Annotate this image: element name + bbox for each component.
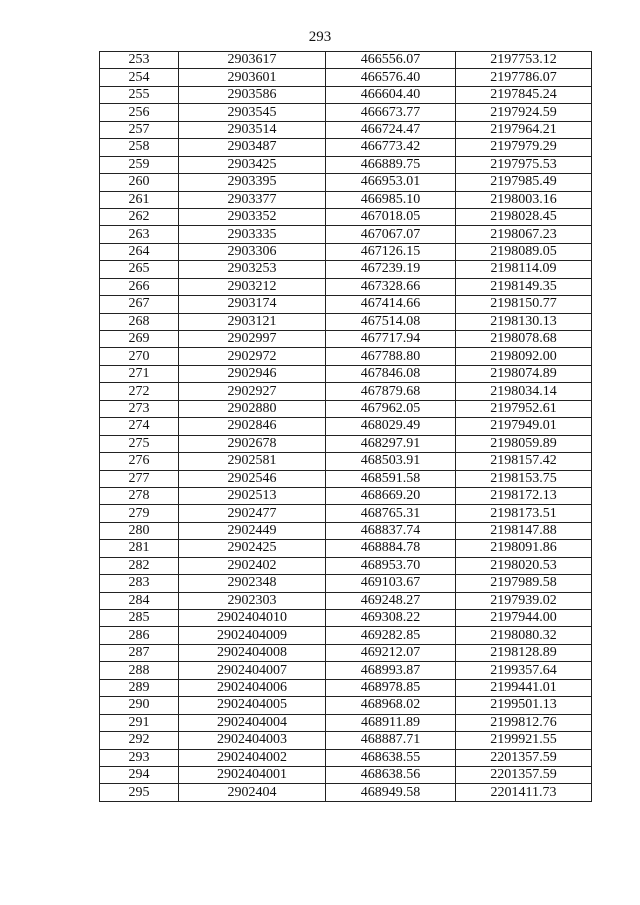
y-coordinate-cell: 2198091.86 bbox=[456, 540, 592, 557]
point-number-cell: 283 bbox=[100, 575, 179, 592]
x-coordinate-cell: 466556.07 bbox=[326, 52, 456, 69]
y-coordinate-cell: 2198092.00 bbox=[456, 348, 592, 365]
point-code-cell: 2902449 bbox=[179, 522, 326, 539]
x-coordinate-cell: 468638.55 bbox=[326, 749, 456, 766]
y-coordinate-cell: 2198147.88 bbox=[456, 522, 592, 539]
x-coordinate-cell: 467018.05 bbox=[326, 208, 456, 225]
x-coordinate-cell: 468968.02 bbox=[326, 697, 456, 714]
x-coordinate-cell: 468669.20 bbox=[326, 487, 456, 504]
x-coordinate-cell: 469248.27 bbox=[326, 592, 456, 609]
x-coordinate-cell: 468978.85 bbox=[326, 679, 456, 696]
x-coordinate-cell: 466953.01 bbox=[326, 174, 456, 191]
y-coordinate-cell: 2197753.12 bbox=[456, 52, 592, 69]
x-coordinate-cell: 466724.47 bbox=[326, 121, 456, 138]
x-coordinate-cell: 466576.40 bbox=[326, 69, 456, 86]
y-coordinate-cell: 2198114.09 bbox=[456, 261, 592, 278]
table-row bbox=[100, 383, 592, 400]
point-number-cell: 286 bbox=[100, 627, 179, 644]
x-coordinate-cell: 467846.08 bbox=[326, 365, 456, 382]
x-coordinate-cell: 468911.89 bbox=[326, 714, 456, 731]
point-number-cell: 264 bbox=[100, 243, 179, 260]
point-number-cell: 266 bbox=[100, 278, 179, 295]
point-code-cell: 2902404006 bbox=[179, 679, 326, 696]
y-coordinate-cell: 2197845.24 bbox=[456, 86, 592, 103]
x-coordinate-cell: 467239.19 bbox=[326, 261, 456, 278]
point-code-cell: 2902997 bbox=[179, 331, 326, 348]
y-coordinate-cell: 2198080.32 bbox=[456, 627, 592, 644]
point-number-cell: 262 bbox=[100, 208, 179, 225]
x-coordinate-cell: 468837.74 bbox=[326, 522, 456, 539]
point-code-cell: 2902404004 bbox=[179, 714, 326, 731]
table-row bbox=[100, 121, 592, 138]
point-code-cell: 2902404001 bbox=[179, 766, 326, 783]
y-coordinate-cell: 2198153.75 bbox=[456, 470, 592, 487]
y-coordinate-cell: 2197944.00 bbox=[456, 610, 592, 627]
point-code-cell: 2903121 bbox=[179, 313, 326, 330]
y-coordinate-cell: 2201411.73 bbox=[456, 784, 592, 801]
point-number-cell: 257 bbox=[100, 121, 179, 138]
y-coordinate-cell: 2198157.42 bbox=[456, 453, 592, 470]
x-coordinate-cell: 468765.31 bbox=[326, 505, 456, 522]
point-code-cell: 2903425 bbox=[179, 156, 326, 173]
x-coordinate-cell: 467328.66 bbox=[326, 278, 456, 295]
point-code-cell: 2903306 bbox=[179, 243, 326, 260]
point-number-cell: 272 bbox=[100, 383, 179, 400]
table-row bbox=[100, 174, 592, 191]
table-row bbox=[100, 679, 592, 696]
table-row bbox=[100, 296, 592, 313]
point-number-cell: 267 bbox=[100, 296, 179, 313]
y-coordinate-cell: 2201357.59 bbox=[456, 749, 592, 766]
point-number-cell: 268 bbox=[100, 313, 179, 330]
y-coordinate-cell: 2198130.13 bbox=[456, 313, 592, 330]
point-number-cell: 288 bbox=[100, 662, 179, 679]
x-coordinate-cell: 467126.15 bbox=[326, 243, 456, 260]
point-number-cell: 261 bbox=[100, 191, 179, 208]
y-coordinate-cell: 2198128.89 bbox=[456, 644, 592, 661]
y-coordinate-cell: 2198067.23 bbox=[456, 226, 592, 243]
table-row bbox=[100, 470, 592, 487]
point-number-cell: 260 bbox=[100, 174, 179, 191]
x-coordinate-cell: 469308.22 bbox=[326, 610, 456, 627]
coordinates-table bbox=[99, 51, 592, 802]
table-row bbox=[100, 418, 592, 435]
table-row bbox=[100, 662, 592, 679]
point-code-cell: 2903212 bbox=[179, 278, 326, 295]
point-number-cell: 263 bbox=[100, 226, 179, 243]
table-row bbox=[100, 435, 592, 452]
point-number-cell: 282 bbox=[100, 557, 179, 574]
point-code-cell: 2902404005 bbox=[179, 697, 326, 714]
y-coordinate-cell: 2197989.58 bbox=[456, 575, 592, 592]
point-number-cell: 285 bbox=[100, 610, 179, 627]
table-row bbox=[100, 732, 592, 749]
point-number-cell: 259 bbox=[100, 156, 179, 173]
point-code-cell: 2902477 bbox=[179, 505, 326, 522]
point-code-cell: 2902402 bbox=[179, 557, 326, 574]
point-code-cell: 2902946 bbox=[179, 365, 326, 382]
y-coordinate-cell: 2198150.77 bbox=[456, 296, 592, 313]
table-row bbox=[100, 156, 592, 173]
point-code-cell: 2902880 bbox=[179, 400, 326, 417]
y-coordinate-cell: 2201357.59 bbox=[456, 766, 592, 783]
x-coordinate-cell: 468953.70 bbox=[326, 557, 456, 574]
table-row bbox=[100, 278, 592, 295]
x-coordinate-cell: 466604.40 bbox=[326, 86, 456, 103]
point-code-cell: 2902513 bbox=[179, 487, 326, 504]
point-code-cell: 2903617 bbox=[179, 52, 326, 69]
point-number-cell: 292 bbox=[100, 732, 179, 749]
point-code-cell: 2903377 bbox=[179, 191, 326, 208]
y-coordinate-cell: 2197949.01 bbox=[456, 418, 592, 435]
table-row bbox=[100, 313, 592, 330]
point-number-cell: 256 bbox=[100, 104, 179, 121]
point-number-cell: 289 bbox=[100, 679, 179, 696]
point-code-cell: 2902425 bbox=[179, 540, 326, 557]
point-number-cell: 279 bbox=[100, 505, 179, 522]
point-code-cell: 2903586 bbox=[179, 86, 326, 103]
y-coordinate-cell: 2199357.64 bbox=[456, 662, 592, 679]
y-coordinate-cell: 2199921.55 bbox=[456, 732, 592, 749]
table-row bbox=[100, 208, 592, 225]
point-number-cell: 291 bbox=[100, 714, 179, 731]
x-coordinate-cell: 469103.67 bbox=[326, 575, 456, 592]
x-coordinate-cell: 466673.77 bbox=[326, 104, 456, 121]
table-row bbox=[100, 575, 592, 592]
point-number-cell: 255 bbox=[100, 86, 179, 103]
table-row bbox=[100, 69, 592, 86]
point-code-cell: 2902404009 bbox=[179, 627, 326, 644]
point-code-cell: 2902546 bbox=[179, 470, 326, 487]
x-coordinate-cell: 467962.05 bbox=[326, 400, 456, 417]
table-row bbox=[100, 86, 592, 103]
y-coordinate-cell: 2198003.16 bbox=[456, 191, 592, 208]
point-code-cell: 2903395 bbox=[179, 174, 326, 191]
point-code-cell: 2902927 bbox=[179, 383, 326, 400]
table-row bbox=[100, 749, 592, 766]
table-row bbox=[100, 505, 592, 522]
x-coordinate-cell: 469282.85 bbox=[326, 627, 456, 644]
point-number-cell: 293 bbox=[100, 749, 179, 766]
point-number-cell: 265 bbox=[100, 261, 179, 278]
point-code-cell: 2902404 bbox=[179, 784, 326, 801]
point-code-cell: 2902678 bbox=[179, 435, 326, 452]
x-coordinate-cell: 467788.80 bbox=[326, 348, 456, 365]
point-code-cell: 2903487 bbox=[179, 139, 326, 156]
point-number-cell: 276 bbox=[100, 453, 179, 470]
point-code-cell: 2902404010 bbox=[179, 610, 326, 627]
table-row bbox=[100, 627, 592, 644]
x-coordinate-cell: 468884.78 bbox=[326, 540, 456, 557]
table-row bbox=[100, 453, 592, 470]
y-coordinate-cell: 2197786.07 bbox=[456, 69, 592, 86]
table-row bbox=[100, 557, 592, 574]
x-coordinate-cell: 467067.07 bbox=[326, 226, 456, 243]
point-number-cell: 278 bbox=[100, 487, 179, 504]
point-code-cell: 2902581 bbox=[179, 453, 326, 470]
point-code-cell: 2903174 bbox=[179, 296, 326, 313]
point-number-cell: 269 bbox=[100, 331, 179, 348]
x-coordinate-cell: 468949.58 bbox=[326, 784, 456, 801]
x-coordinate-cell: 469212.07 bbox=[326, 644, 456, 661]
y-coordinate-cell: 2198089.05 bbox=[456, 243, 592, 260]
y-coordinate-cell: 2198149.35 bbox=[456, 278, 592, 295]
point-number-cell: 281 bbox=[100, 540, 179, 557]
point-number-cell: 253 bbox=[100, 52, 179, 69]
point-code-cell: 2903514 bbox=[179, 121, 326, 138]
point-number-cell: 277 bbox=[100, 470, 179, 487]
x-coordinate-cell: 466889.75 bbox=[326, 156, 456, 173]
table-row bbox=[100, 697, 592, 714]
point-number-cell: 274 bbox=[100, 418, 179, 435]
table-row bbox=[100, 644, 592, 661]
point-code-cell: 2903253 bbox=[179, 261, 326, 278]
point-number-cell: 294 bbox=[100, 766, 179, 783]
point-code-cell: 2903545 bbox=[179, 104, 326, 121]
y-coordinate-cell: 2197952.61 bbox=[456, 400, 592, 417]
point-number-cell: 270 bbox=[100, 348, 179, 365]
x-coordinate-cell: 467717.94 bbox=[326, 331, 456, 348]
table-row bbox=[100, 139, 592, 156]
x-coordinate-cell: 466985.10 bbox=[326, 191, 456, 208]
x-coordinate-cell: 468029.49 bbox=[326, 418, 456, 435]
y-coordinate-cell: 2198078.68 bbox=[456, 331, 592, 348]
table-row bbox=[100, 243, 592, 260]
y-coordinate-cell: 2198173.51 bbox=[456, 505, 592, 522]
table-row bbox=[100, 365, 592, 382]
point-code-cell: 2903352 bbox=[179, 208, 326, 225]
table-row bbox=[100, 226, 592, 243]
y-coordinate-cell: 2197985.49 bbox=[456, 174, 592, 191]
table-row bbox=[100, 540, 592, 557]
y-coordinate-cell: 2198020.53 bbox=[456, 557, 592, 574]
point-code-cell: 2902303 bbox=[179, 592, 326, 609]
y-coordinate-cell: 2199501.13 bbox=[456, 697, 592, 714]
x-coordinate-cell: 468297.91 bbox=[326, 435, 456, 452]
y-coordinate-cell: 2197979.29 bbox=[456, 139, 592, 156]
table-row bbox=[100, 400, 592, 417]
point-code-cell: 2902404008 bbox=[179, 644, 326, 661]
x-coordinate-cell: 468887.71 bbox=[326, 732, 456, 749]
table-row bbox=[100, 784, 592, 801]
point-code-cell: 2903601 bbox=[179, 69, 326, 86]
y-coordinate-cell: 2199812.76 bbox=[456, 714, 592, 731]
coordinates-table-body bbox=[100, 52, 592, 802]
y-coordinate-cell: 2197939.02 bbox=[456, 592, 592, 609]
x-coordinate-cell: 468993.87 bbox=[326, 662, 456, 679]
point-code-cell: 2902404007 bbox=[179, 662, 326, 679]
table-row bbox=[100, 331, 592, 348]
point-number-cell: 273 bbox=[100, 400, 179, 417]
y-coordinate-cell: 2198028.45 bbox=[456, 208, 592, 225]
point-number-cell: 271 bbox=[100, 365, 179, 382]
table-row bbox=[100, 522, 592, 539]
y-coordinate-cell: 2197975.53 bbox=[456, 156, 592, 173]
point-code-cell: 2902846 bbox=[179, 418, 326, 435]
x-coordinate-cell: 467514.08 bbox=[326, 313, 456, 330]
point-code-cell: 2902348 bbox=[179, 575, 326, 592]
table-row bbox=[100, 191, 592, 208]
point-number-cell: 287 bbox=[100, 644, 179, 661]
point-number-cell: 275 bbox=[100, 435, 179, 452]
table-row bbox=[100, 714, 592, 731]
point-code-cell: 2902972 bbox=[179, 348, 326, 365]
table-row bbox=[100, 766, 592, 783]
point-code-cell: 2903335 bbox=[179, 226, 326, 243]
y-coordinate-cell: 2198172.13 bbox=[456, 487, 592, 504]
page-number: 293 bbox=[308, 29, 332, 45]
table-row bbox=[100, 104, 592, 121]
table-row bbox=[100, 348, 592, 365]
point-code-cell: 2902404002 bbox=[179, 749, 326, 766]
x-coordinate-cell: 468591.58 bbox=[326, 470, 456, 487]
y-coordinate-cell: 2197964.21 bbox=[456, 121, 592, 138]
y-coordinate-cell: 2199441.01 bbox=[456, 679, 592, 696]
y-coordinate-cell: 2198074.89 bbox=[456, 365, 592, 382]
point-number-cell: 254 bbox=[100, 69, 179, 86]
table-row bbox=[100, 592, 592, 609]
x-coordinate-cell: 466773.42 bbox=[326, 139, 456, 156]
y-coordinate-cell: 2198034.14 bbox=[456, 383, 592, 400]
point-number-cell: 258 bbox=[100, 139, 179, 156]
point-code-cell: 2902404003 bbox=[179, 732, 326, 749]
table-row bbox=[100, 52, 592, 69]
y-coordinate-cell: 2198059.89 bbox=[456, 435, 592, 452]
x-coordinate-cell: 468503.91 bbox=[326, 453, 456, 470]
point-number-cell: 280 bbox=[100, 522, 179, 539]
x-coordinate-cell: 467879.68 bbox=[326, 383, 456, 400]
x-coordinate-cell: 467414.66 bbox=[326, 296, 456, 313]
table-row bbox=[100, 487, 592, 504]
table-row bbox=[100, 261, 592, 278]
table-row bbox=[100, 610, 592, 627]
point-number-cell: 290 bbox=[100, 697, 179, 714]
point-number-cell: 284 bbox=[100, 592, 179, 609]
x-coordinate-cell: 468638.56 bbox=[326, 766, 456, 783]
y-coordinate-cell: 2197924.59 bbox=[456, 104, 592, 121]
point-number-cell: 295 bbox=[100, 784, 179, 801]
